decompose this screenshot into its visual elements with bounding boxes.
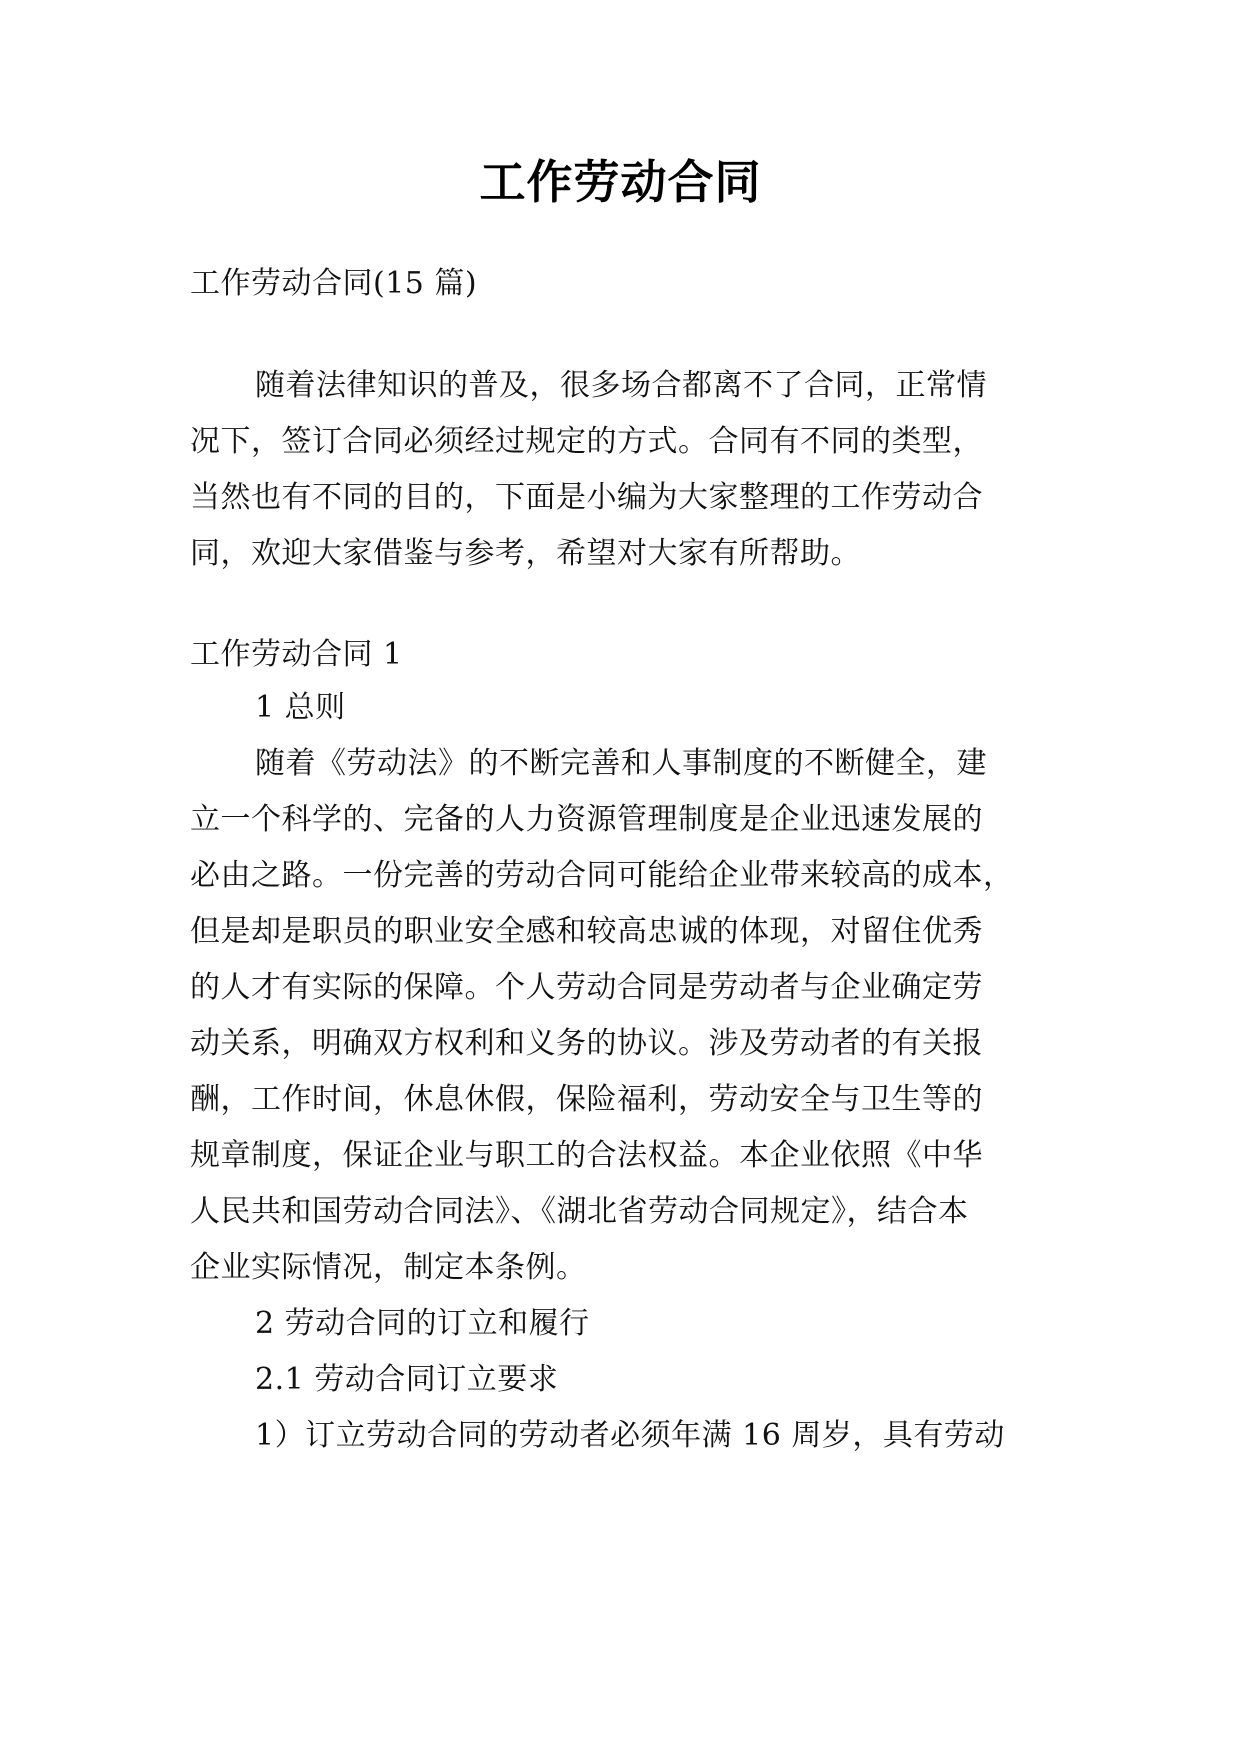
list-item: 1）订立劳动合同的劳动者必须年满 16 周岁，具有劳动 <box>255 1418 1005 1453</box>
intro-line: 同，欢迎大家借鉴与参考，希望对大家有所帮助。 <box>190 536 861 571</box>
clause-paragraph-line: 人民共和国劳动合同法》、《湖北省劳动合同规定》，结合本 <box>190 1194 969 1229</box>
clause-paragraph-line: 随着《劳动法》的不断完善和人事制度的不断健全，建 <box>255 746 987 781</box>
clause-paragraph-line: 立一个科学的、完备的人力资源管理制度是企业迅速发展的 <box>190 802 983 837</box>
clause-paragraph-line: 酬，工作时间，休息休假，保险福利，劳动安全与卫生等的 <box>190 1082 983 1117</box>
clause-paragraph-line: 规章制度，保证企业与职工的合法权益。本企业依照《中华 <box>190 1138 983 1173</box>
clause-paragraph-line: 动关系，明确双方权利和义务的协议。涉及劳动者的有关报 <box>190 1026 983 1061</box>
document-subtitle: 工作劳动合同(15 篇) <box>190 266 478 301</box>
intro-line: 况下，签订合同必须经过规定的方式。合同有不同的类型， <box>190 424 983 459</box>
clause-heading: 2 劳动合同的订立和履行 <box>255 1306 590 1341</box>
clause-paragraph-line: 企业实际情况，制定本条例。 <box>190 1250 587 1285</box>
subclause-heading: 2.1 劳动合同订立要求 <box>255 1362 559 1397</box>
document-title: 工作劳动合同 <box>479 155 762 209</box>
clause-paragraph-line: 的人才有实际的保障。个人劳动合同是劳动者与企业确定劳 <box>190 970 983 1005</box>
intro-line: 当然也有不同的目的，下面是小编为大家整理的工作劳动合 <box>190 480 983 515</box>
intro-line: 随着法律知识的普及，很多场合都离不了合同，正常情 <box>255 368 987 403</box>
clause-heading: 1 总则 <box>255 690 346 725</box>
clause-paragraph-line: 但是却是职员的职业安全感和较高忠诚的体现，对留住优秀 <box>190 914 983 949</box>
section-heading: 工作劳动合同 1 <box>190 637 403 672</box>
clause-paragraph-line: 必由之路。一份完善的劳动合同可能给企业带来较高的成本， <box>190 858 1014 893</box>
